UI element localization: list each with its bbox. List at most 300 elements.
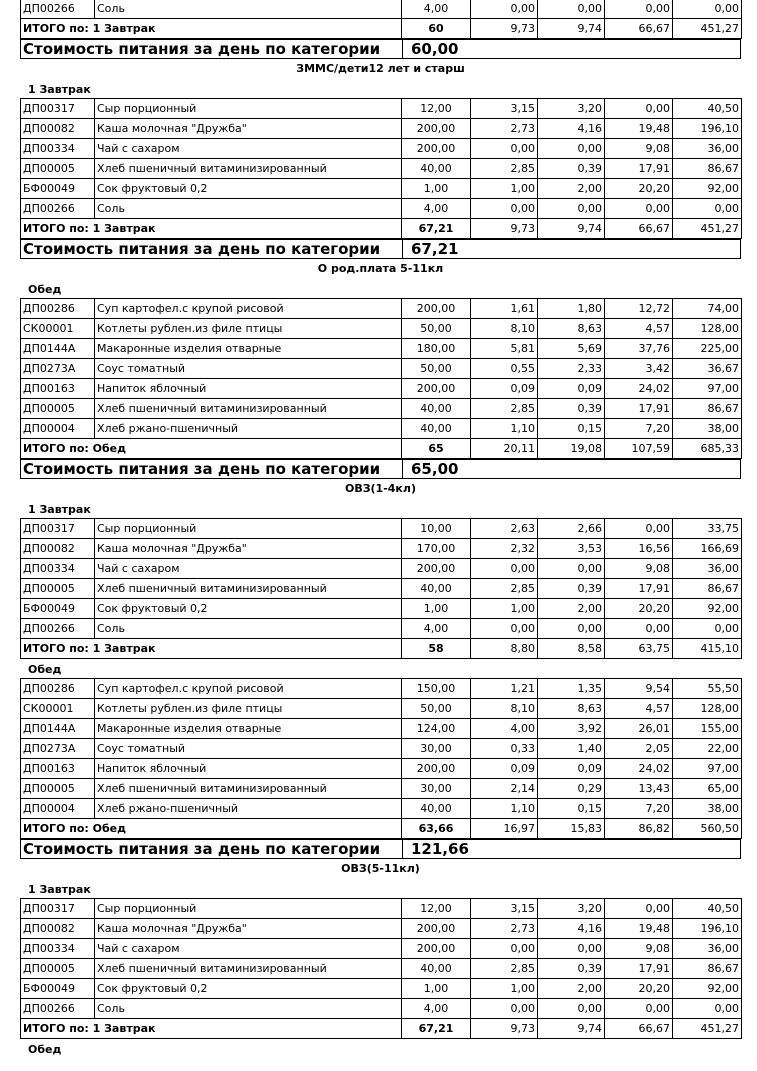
item-proteins: 4,00	[471, 719, 538, 739]
item-carbs: 17,91	[605, 579, 673, 599]
item-code: БФ00049	[21, 599, 95, 619]
item-energy: 36,00	[673, 559, 742, 579]
item-proteins: 0,00	[471, 139, 538, 159]
total-label: ИТОГО по: 1 Завтрак	[21, 1019, 402, 1039]
total-quantity: 60	[402, 19, 471, 39]
item-proteins: 2,73	[471, 119, 538, 139]
total-fats: 9,74	[538, 219, 605, 239]
item-code: ДП00082	[21, 919, 95, 939]
total-quantity: 58	[402, 639, 471, 659]
table-row	[21, 959, 742, 979]
total-energy: 560,50	[673, 819, 742, 839]
total-quantity: 67,21	[402, 219, 471, 239]
meal-table	[20, 678, 742, 839]
item-code: ДП00004	[21, 419, 95, 439]
item-quantity: 50,00	[402, 699, 471, 719]
item-proteins: 0,00	[471, 619, 538, 639]
item-code: ДП0144А	[21, 339, 95, 359]
item-carbs: 0,00	[605, 999, 673, 1019]
table-row	[21, 0, 742, 19]
item-quantity: 124,00	[402, 719, 471, 739]
item-quantity: 200,00	[402, 139, 471, 159]
item-proteins: 2,85	[471, 159, 538, 179]
item-quantity: 30,00	[402, 739, 471, 759]
item-carbs: 16,56	[605, 539, 673, 559]
total-energy: 685,33	[673, 439, 742, 459]
daily-cost-table	[20, 459, 741, 479]
daily-cost-table	[20, 39, 741, 59]
meal-heading: 1 Завтрак	[28, 883, 91, 896]
total-energy: 451,27	[673, 1019, 742, 1039]
total-energy: 451,27	[673, 219, 742, 239]
item-code: ДП00005	[21, 159, 95, 179]
item-name: Соус томатный	[95, 739, 402, 759]
meal-table	[20, 898, 742, 1039]
item-carbs: 3,42	[605, 359, 673, 379]
item-name: Хлеб пшеничный витаминизированный	[95, 159, 402, 179]
item-fats: 0,39	[538, 399, 605, 419]
daily-cost-label: Стоимость питания за день по категории	[21, 460, 403, 479]
item-proteins: 2,85	[471, 399, 538, 419]
item-carbs: 7,20	[605, 419, 673, 439]
item-code: ДП00334	[21, 939, 95, 959]
item-fats: 1,40	[538, 739, 605, 759]
item-energy: 86,67	[673, 159, 742, 179]
item-proteins: 0,00	[471, 199, 538, 219]
category-title: ЗММС/дети12 лет и старш	[296, 62, 465, 75]
item-carbs: 19,48	[605, 919, 673, 939]
item-carbs: 20,20	[605, 179, 673, 199]
total-row	[21, 819, 742, 839]
item-name: Хлеб ржано-пшеничный	[95, 419, 402, 439]
item-fats: 8,63	[538, 699, 605, 719]
item-name: Напиток яблочный	[95, 759, 402, 779]
item-energy: 74,00	[673, 299, 742, 319]
item-fats: 0,00	[538, 559, 605, 579]
daily-cost-table	[20, 239, 741, 259]
daily-cost-value: 65,00	[403, 460, 741, 479]
total-row	[21, 1019, 742, 1039]
item-name: Сыр порционный	[95, 519, 402, 539]
item-energy: 196,10	[673, 119, 742, 139]
item-carbs: 9,08	[605, 139, 673, 159]
meal-table	[20, 0, 742, 39]
total-proteins: 16,97	[471, 819, 538, 839]
item-energy: 86,67	[673, 579, 742, 599]
item-energy: 225,00	[673, 339, 742, 359]
item-proteins: 1,00	[471, 979, 538, 999]
table-row	[21, 599, 742, 619]
table-row	[21, 759, 742, 779]
item-fats: 0,00	[538, 199, 605, 219]
item-proteins: 1,10	[471, 419, 538, 439]
item-proteins: 0,09	[471, 379, 538, 399]
table-row	[21, 199, 742, 219]
item-name: Каша молочная "Дружба"	[95, 539, 402, 559]
total-carbs: 66,67	[605, 19, 673, 39]
menu-report	[20, 0, 741, 1058]
item-quantity: 200,00	[402, 759, 471, 779]
item-proteins: 1,00	[471, 179, 538, 199]
item-carbs: 26,01	[605, 719, 673, 739]
table-row	[21, 939, 742, 959]
table-row	[21, 119, 742, 139]
total-label: ИТОГО по: 1 Завтрак	[21, 219, 402, 239]
table-row	[21, 359, 742, 379]
item-name: Соус томатный	[95, 359, 402, 379]
item-code: ДП00163	[21, 759, 95, 779]
item-quantity: 10,00	[402, 519, 471, 539]
item-carbs: 17,91	[605, 399, 673, 419]
daily-cost-label: Стоимость питания за день по категории	[21, 40, 403, 59]
meal-table	[20, 298, 742, 459]
table-row	[21, 139, 742, 159]
item-energy: 155,00	[673, 719, 742, 739]
item-name: Сок фруктовый 0,2	[95, 979, 402, 999]
total-label: ИТОГО по: 1 Завтрак	[21, 639, 402, 659]
item-proteins: 0,00	[471, 939, 538, 959]
item-code: ДП00005	[21, 399, 95, 419]
item-name: Сок фруктовый 0,2	[95, 179, 402, 199]
table-row	[21, 719, 742, 739]
item-carbs: 0,00	[605, 0, 673, 19]
item-fats: 0,39	[538, 159, 605, 179]
item-carbs: 4,57	[605, 699, 673, 719]
item-energy: 128,00	[673, 319, 742, 339]
item-name: Соль	[95, 199, 402, 219]
item-name: Хлеб пшеничный витаминизированный	[95, 399, 402, 419]
item-carbs: 9,08	[605, 559, 673, 579]
item-energy: 0,00	[673, 619, 742, 639]
table-row	[21, 999, 742, 1019]
item-fats: 0,00	[538, 0, 605, 19]
item-carbs: 0,00	[605, 619, 673, 639]
item-carbs: 0,00	[605, 899, 673, 919]
item-quantity: 4,00	[402, 199, 471, 219]
item-code: ДП00163	[21, 379, 95, 399]
item-code: БФ00049	[21, 979, 95, 999]
item-quantity: 12,00	[402, 899, 471, 919]
daily-cost-row	[21, 840, 741, 859]
item-code: ДП00005	[21, 579, 95, 599]
daily-cost-table	[20, 839, 741, 859]
item-code: ДП00334	[21, 139, 95, 159]
table-row	[21, 179, 742, 199]
item-energy: 97,00	[673, 759, 742, 779]
item-quantity: 200,00	[402, 919, 471, 939]
item-fats: 2,00	[538, 599, 605, 619]
total-fats: 19,08	[538, 439, 605, 459]
table-row	[21, 99, 742, 119]
item-carbs: 7,20	[605, 799, 673, 819]
item-fats: 2,66	[538, 519, 605, 539]
item-code: БФ00049	[21, 179, 95, 199]
item-energy: 128,00	[673, 699, 742, 719]
daily-cost-value: 60,00	[403, 40, 741, 59]
item-energy: 36,00	[673, 939, 742, 959]
item-proteins: 0,00	[471, 999, 538, 1019]
item-code: ДП00266	[21, 199, 95, 219]
item-quantity: 200,00	[402, 379, 471, 399]
item-energy: 0,00	[673, 999, 742, 1019]
item-name: Хлеб ржано-пшеничный	[95, 799, 402, 819]
total-quantity: 65	[402, 439, 471, 459]
daily-cost-value: 67,21	[403, 240, 741, 259]
item-quantity: 200,00	[402, 299, 471, 319]
item-name: Чай с сахаром	[95, 139, 402, 159]
item-quantity: 40,00	[402, 959, 471, 979]
item-proteins: 1,00	[471, 599, 538, 619]
item-name: Чай с сахаром	[95, 939, 402, 959]
item-fats: 4,16	[538, 119, 605, 139]
item-proteins: 2,73	[471, 919, 538, 939]
total-carbs: 66,67	[605, 219, 673, 239]
total-energy: 415,10	[673, 639, 742, 659]
item-carbs: 0,00	[605, 199, 673, 219]
table-row	[21, 319, 742, 339]
total-quantity: 67,21	[402, 1019, 471, 1039]
item-proteins: 0,55	[471, 359, 538, 379]
item-name: Суп картофел.с крупой рисовой	[95, 299, 402, 319]
total-fats: 9,74	[538, 1019, 605, 1039]
total-carbs: 86,82	[605, 819, 673, 839]
item-code: ДП00004	[21, 799, 95, 819]
daily-cost-row	[21, 240, 741, 259]
item-fats: 8,63	[538, 319, 605, 339]
item-energy: 196,10	[673, 919, 742, 939]
item-energy: 40,50	[673, 99, 742, 119]
item-fats: 0,15	[538, 799, 605, 819]
item-quantity: 1,00	[402, 179, 471, 199]
item-proteins: 1,21	[471, 679, 538, 699]
item-carbs: 37,76	[605, 339, 673, 359]
item-code: ДП0273А	[21, 359, 95, 379]
table-row	[21, 919, 742, 939]
item-name: Напиток яблочный	[95, 379, 402, 399]
meal-heading: 1 Завтрак	[28, 503, 91, 516]
item-energy: 36,00	[673, 139, 742, 159]
item-proteins: 0,00	[471, 0, 538, 19]
item-quantity: 40,00	[402, 399, 471, 419]
item-quantity: 200,00	[402, 559, 471, 579]
item-name: Соль	[95, 0, 402, 19]
item-carbs: 0,00	[605, 519, 673, 539]
item-proteins: 5,81	[471, 339, 538, 359]
item-code: ДП00317	[21, 899, 95, 919]
category-title: ОВЗ(5-11кл)	[341, 862, 420, 875]
item-quantity: 1,00	[402, 979, 471, 999]
item-energy: 38,00	[673, 799, 742, 819]
item-proteins: 2,63	[471, 519, 538, 539]
item-energy: 92,00	[673, 599, 742, 619]
daily-cost-row	[21, 460, 741, 479]
category-title: ОВЗ(1-4кл)	[344, 482, 416, 495]
item-proteins: 3,15	[471, 899, 538, 919]
daily-cost-label: Стоимость питания за день по категории	[21, 240, 403, 259]
item-energy: 33,75	[673, 519, 742, 539]
meal-heading: Обед	[28, 1043, 62, 1056]
item-name: Сок фруктовый 0,2	[95, 599, 402, 619]
item-carbs: 9,54	[605, 679, 673, 699]
total-quantity: 63,66	[402, 819, 471, 839]
item-name: Соль	[95, 619, 402, 639]
item-proteins: 2,32	[471, 539, 538, 559]
item-name: Каша молочная "Дружба"	[95, 919, 402, 939]
item-name: Макаронные изделия отварные	[95, 339, 402, 359]
item-quantity: 40,00	[402, 799, 471, 819]
item-code: ДП00266	[21, 619, 95, 639]
item-fats: 0,09	[538, 759, 605, 779]
table-row	[21, 559, 742, 579]
item-name: Хлеб пшеничный витаминизированный	[95, 779, 402, 799]
item-quantity: 180,00	[402, 339, 471, 359]
item-fats: 4,16	[538, 919, 605, 939]
total-row	[21, 19, 742, 39]
item-name: Хлеб пшеничный витаминизированный	[95, 959, 402, 979]
meal-table	[20, 518, 742, 659]
item-quantity: 200,00	[402, 939, 471, 959]
meal-heading: Обед	[28, 283, 62, 296]
item-proteins: 2,14	[471, 779, 538, 799]
item-name: Котлеты рублен.из филе птицы	[95, 699, 402, 719]
meal-heading: Обед	[28, 663, 62, 676]
total-label: ИТОГО по: 1 Завтрак	[21, 19, 402, 39]
item-code: ДП00286	[21, 679, 95, 699]
item-name: Чай с сахаром	[95, 559, 402, 579]
total-fats: 9,74	[538, 19, 605, 39]
item-name: Хлеб пшеничный витаминизированный	[95, 579, 402, 599]
table-row	[21, 899, 742, 919]
item-energy: 92,00	[673, 979, 742, 999]
item-carbs: 0,00	[605, 99, 673, 119]
item-carbs: 2,05	[605, 739, 673, 759]
item-fats: 0,39	[538, 579, 605, 599]
item-energy: 86,67	[673, 959, 742, 979]
item-proteins: 1,10	[471, 799, 538, 819]
item-code: ДП00334	[21, 559, 95, 579]
item-proteins: 0,09	[471, 759, 538, 779]
table-row	[21, 339, 742, 359]
item-quantity: 40,00	[402, 579, 471, 599]
item-carbs: 19,48	[605, 119, 673, 139]
table-row	[21, 299, 742, 319]
item-code: ДП00266	[21, 999, 95, 1019]
item-carbs: 12,72	[605, 299, 673, 319]
item-fats: 2,00	[538, 179, 605, 199]
item-energy: 22,00	[673, 739, 742, 759]
item-carbs: 9,08	[605, 939, 673, 959]
item-quantity: 40,00	[402, 419, 471, 439]
daily-cost-value: 121,66	[403, 840, 741, 859]
table-row	[21, 699, 742, 719]
item-quantity: 50,00	[402, 319, 471, 339]
item-energy: 40,50	[673, 899, 742, 919]
total-proteins: 8,80	[471, 639, 538, 659]
total-carbs: 66,67	[605, 1019, 673, 1039]
item-carbs: 20,20	[605, 979, 673, 999]
table-row	[21, 679, 742, 699]
item-name: Каша молочная "Дружба"	[95, 119, 402, 139]
item-fats: 0,00	[538, 999, 605, 1019]
item-carbs: 4,57	[605, 319, 673, 339]
item-carbs: 24,02	[605, 759, 673, 779]
item-code: ДП0144А	[21, 719, 95, 739]
total-carbs: 107,59	[605, 439, 673, 459]
item-carbs: 20,20	[605, 599, 673, 619]
item-quantity: 4,00	[402, 619, 471, 639]
item-energy: 38,00	[673, 419, 742, 439]
item-proteins: 8,10	[471, 699, 538, 719]
item-energy: 97,00	[673, 379, 742, 399]
item-fats: 0,00	[538, 619, 605, 639]
total-fats: 15,83	[538, 819, 605, 839]
total-proteins: 9,73	[471, 219, 538, 239]
total-row	[21, 439, 742, 459]
table-row	[21, 799, 742, 819]
item-fats: 2,33	[538, 359, 605, 379]
item-name: Сыр порционный	[95, 899, 402, 919]
total-label: ИТОГО по: Обед	[21, 819, 402, 839]
item-proteins: 0,33	[471, 739, 538, 759]
total-row	[21, 219, 742, 239]
item-quantity: 150,00	[402, 679, 471, 699]
item-fats: 3,20	[538, 99, 605, 119]
meal-heading: 1 Завтрак	[28, 83, 91, 96]
item-energy: 86,67	[673, 399, 742, 419]
total-proteins: 20,11	[471, 439, 538, 459]
item-code: ДП00266	[21, 0, 95, 19]
table-row	[21, 519, 742, 539]
item-fats: 0,39	[538, 959, 605, 979]
item-code: ДП00005	[21, 959, 95, 979]
total-proteins: 9,73	[471, 19, 538, 39]
category-title: О род.плата 5-11кл	[317, 262, 444, 275]
item-proteins: 3,15	[471, 99, 538, 119]
item-quantity: 170,00	[402, 539, 471, 559]
item-code: ДП00082	[21, 119, 95, 139]
item-fats: 1,80	[538, 299, 605, 319]
item-code: СК00001	[21, 319, 95, 339]
item-code: ДП00317	[21, 99, 95, 119]
table-row	[21, 979, 742, 999]
table-row	[21, 159, 742, 179]
item-fats: 2,00	[538, 979, 605, 999]
item-energy: 0,00	[673, 0, 742, 19]
item-proteins: 1,61	[471, 299, 538, 319]
table-row	[21, 419, 742, 439]
item-carbs: 24,02	[605, 379, 673, 399]
item-code: ДП00005	[21, 779, 95, 799]
item-fats: 3,53	[538, 539, 605, 559]
item-carbs: 17,91	[605, 959, 673, 979]
item-energy: 65,00	[673, 779, 742, 799]
item-quantity: 200,00	[402, 119, 471, 139]
table-row	[21, 399, 742, 419]
item-carbs: 13,43	[605, 779, 673, 799]
table-row	[21, 619, 742, 639]
item-fats: 1,35	[538, 679, 605, 699]
item-fats: 0,09	[538, 379, 605, 399]
table-row	[21, 739, 742, 759]
item-carbs: 17,91	[605, 159, 673, 179]
item-name: Котлеты рублен.из филе птицы	[95, 319, 402, 339]
item-proteins: 2,85	[471, 959, 538, 979]
item-code: СК00001	[21, 699, 95, 719]
item-proteins: 0,00	[471, 559, 538, 579]
item-quantity: 30,00	[402, 779, 471, 799]
total-proteins: 9,73	[471, 1019, 538, 1039]
meal-table	[20, 98, 742, 239]
